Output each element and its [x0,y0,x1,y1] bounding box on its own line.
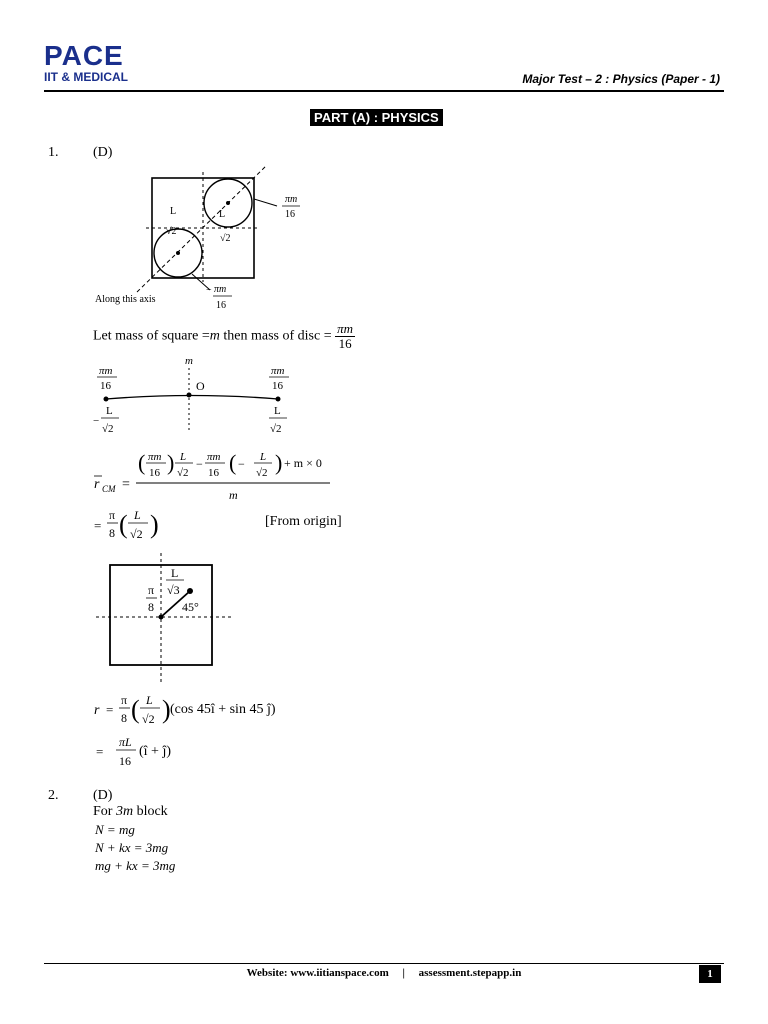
svg-text:√2: √2 [220,233,231,244]
q2-eq2: N + kx = 3mg [95,840,169,855]
svg-text:=: = [96,744,104,759]
q1-answer: (D) [93,145,113,160]
svg-text:−: − [238,457,245,471]
svg-text:CM: CM [102,484,116,494]
svg-text:O: O [196,379,205,393]
svg-text:πm: πm [207,451,221,463]
svg-text:16: 16 [100,380,111,392]
svg-text:m: m [229,488,238,502]
svg-text:8: 8 [121,711,127,725]
figure-mass-line [92,352,307,442]
q1-mass-statement: Let mass of square =m then mass of disc = $\frac{\pi m}{16}$ [93,321,354,351]
figure-com-square [92,553,237,688]
svg-text:): ) [275,450,283,475]
svg-text:L: L [134,508,141,522]
q2-answer: (D) [93,788,113,803]
svg-text:): ) [150,510,159,539]
svg-text:√2: √2 [102,423,114,435]
footer-text: Website: www.iitianspace.com | assessment.stepapp.in [246,967,522,979]
q2-eq1: N = mg [95,822,135,837]
svg-text:(: ( [119,510,128,539]
svg-text:−: − [206,285,212,296]
svg-text:): ) [162,695,171,724]
svg-text:16: 16 [272,380,283,392]
page-number: 1 [699,965,721,983]
svg-text:=: = [106,702,114,717]
disc-mass-label: πm [285,194,298,205]
svg-text:√2: √2 [256,467,268,479]
part-title: PART (A) : PHYSICS [310,109,443,126]
logo-pace: PACE [44,40,124,71]
svg-text:πm: πm [214,284,227,295]
svg-text:=: = [94,518,102,533]
svg-text:16: 16 [216,300,226,311]
svg-text:√2: √2 [177,467,189,479]
figure-square-discs [92,162,312,312]
svg-text:8: 8 [148,600,154,614]
svg-text:r: r [94,477,100,492]
header-rule [44,90,724,92]
svg-text:L: L [106,405,113,417]
equation-rcm-result [92,505,182,545]
svg-text:m: m [185,355,193,367]
svg-text:πm: πm [271,365,285,377]
q2-eq3: mg + kx = 3mg [95,858,176,873]
svg-text:16: 16 [285,209,295,220]
logo-subtitle: IIT & MEDICAL [44,70,128,84]
axis-caption: Along this axis [95,294,156,305]
svg-text:16: 16 [119,754,131,768]
svg-text:√2: √2 [166,226,177,237]
equation-final [92,732,202,772]
equation-r-vector [92,690,332,730]
q2-number: 2. [48,788,59,803]
svg-text:√2: √2 [130,527,143,541]
svg-text:8: 8 [109,526,115,540]
q1-number: 1. [48,145,59,160]
svg-text:√2: √2 [142,712,155,726]
svg-text:L: L [260,451,267,463]
svg-text:πL: πL [119,735,132,749]
q2-intro: For 3m block [93,804,168,819]
svg-text:√2: √2 [270,423,282,435]
svg-text:π: π [148,583,155,597]
svg-text:πm: πm [99,365,113,377]
svg-text:(cos 45î + sin 45 ĵ): (cos 45î + sin 45 ĵ) [170,702,276,717]
svg-text:πm: πm [148,451,162,463]
footer-rule [44,963,724,964]
svg-text:(: ( [131,695,140,724]
svg-text:L: L [219,209,226,220]
svg-text:−: − [93,415,100,427]
svg-text:L: L [274,405,281,417]
svg-text:π: π [109,508,116,522]
equation-rcm [92,446,342,504]
svg-text:L: L [171,566,179,580]
svg-text:16: 16 [149,467,160,479]
svg-text:+ m × 0: + m × 0 [284,456,322,470]
svg-text:π: π [121,693,128,707]
svg-text:L: L [170,206,177,217]
svg-text:−: − [196,457,203,471]
svg-text:=: = [122,477,130,492]
svg-text:(î + ĵ): (î + ĵ) [139,744,171,759]
svg-text:L: L [146,693,153,707]
from-origin-note: [From origin] [265,514,342,529]
svg-text:L: L [180,451,187,463]
svg-text:(: ( [138,450,146,475]
header-title: Major Test – 2 : Physics (Paper - 1) [522,72,720,86]
svg-text:(: ( [229,450,237,475]
svg-text:16: 16 [208,467,219,479]
svg-text:45°: 45° [182,600,199,614]
svg-text:√3: √3 [167,583,180,597]
svg-text:r: r [94,703,100,718]
svg-text:): ) [167,450,175,475]
